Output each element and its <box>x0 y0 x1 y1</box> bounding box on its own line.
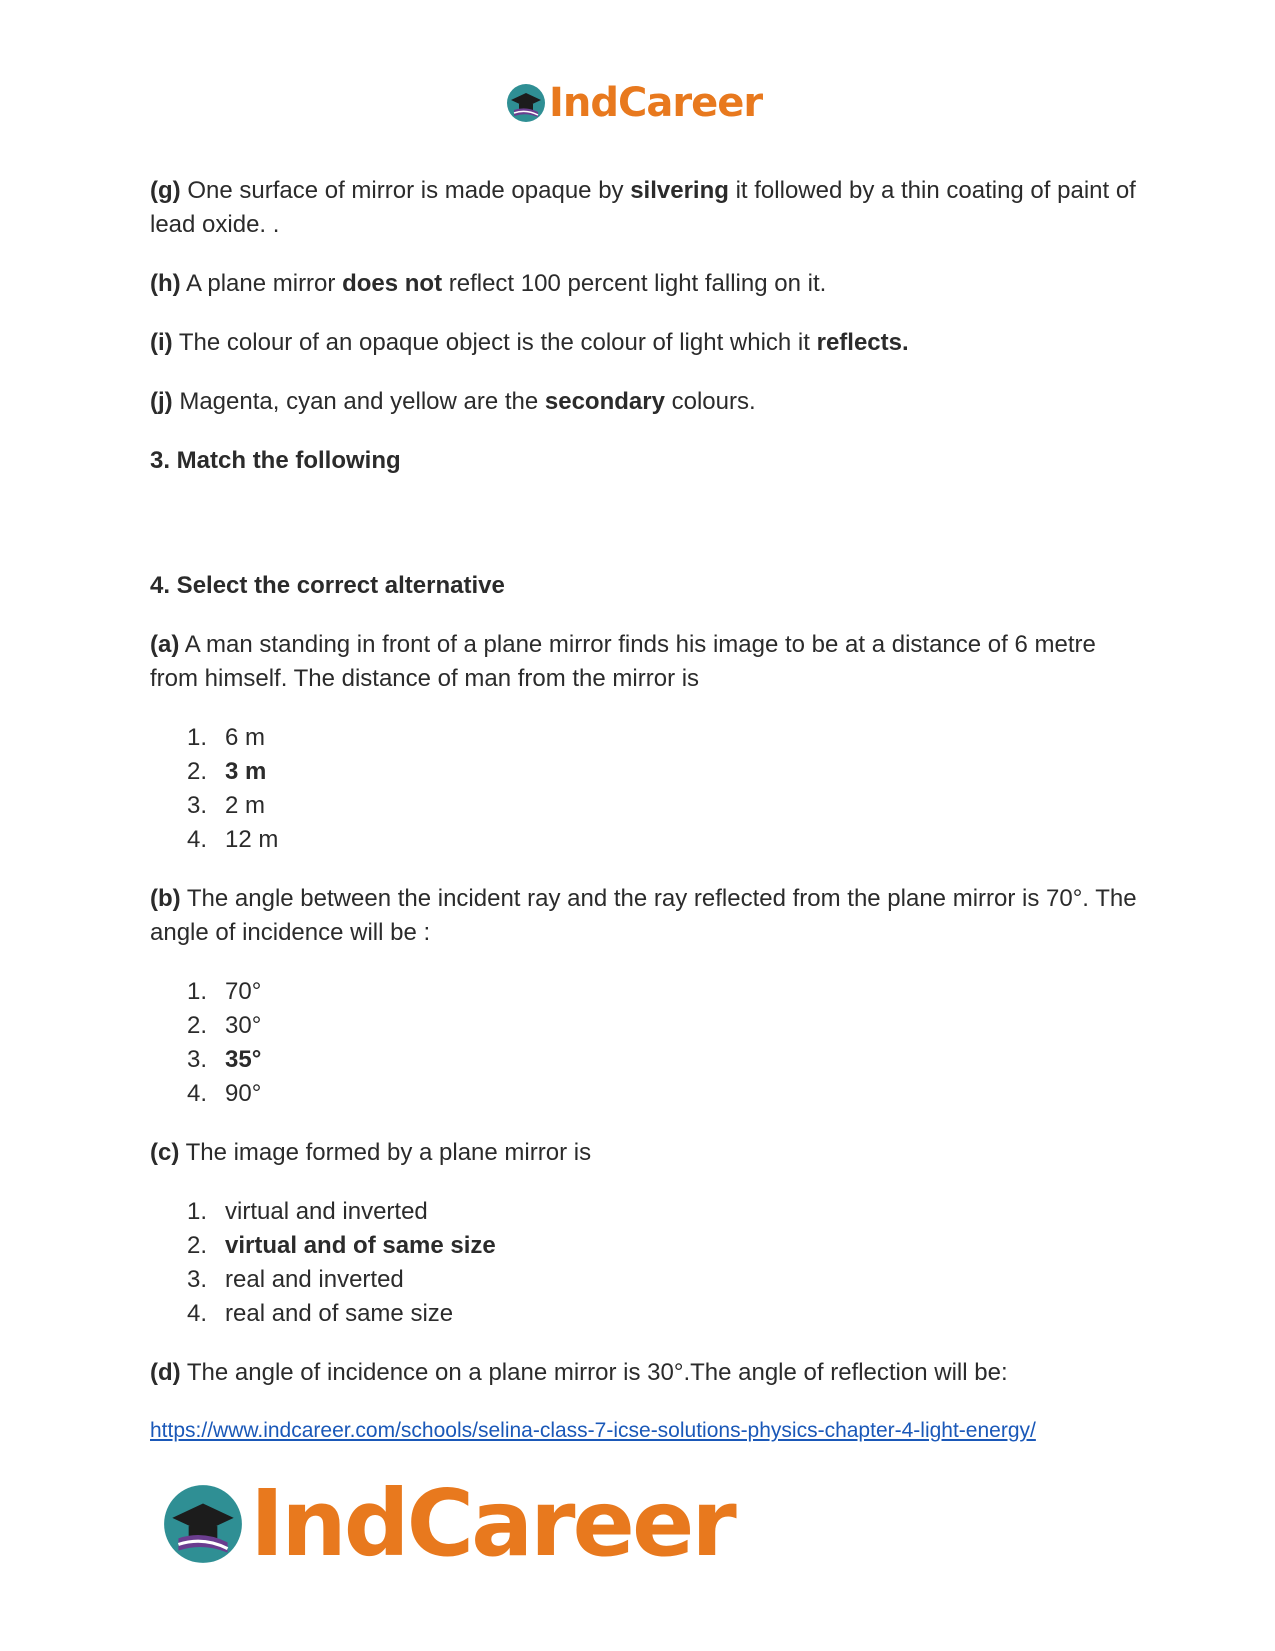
option: 4. real and of same size <box>187 1300 454 1327</box>
option: 1. virtual and inverted <box>187 1198 428 1225</box>
question-c-options <box>150 1195 1140 1331</box>
question-d: (d) The angle of incidence on a plane mirror is 30°.The angle of reflection will be: <box>150 1359 1008 1386</box>
section-3-heading: 3. Match the following <box>150 447 401 474</box>
option-correct: 2. virtual and of same size <box>187 1232 496 1259</box>
header-logo-text: IndCareer <box>549 80 763 126</box>
question-b: (b) The angle between the incident ray and the ray reflected from the plane mirror is 70°. The angle of incidence will be : <box>150 885 1137 946</box>
option: 4. 12 m <box>187 826 279 853</box>
footer-logo <box>160 1470 734 1577</box>
graduation-cap-book-icon <box>505 82 547 124</box>
footer-link-line <box>150 1413 1140 1448</box>
section-4-heading: 4. Select the correct alternative <box>150 572 505 599</box>
statement-i: (i) The colour of an opaque object is the colour of light which it reflects. <box>150 329 909 356</box>
question-c: (c) The image formed by a plane mirror is <box>150 1139 592 1166</box>
statement-h: (h) A plane mirror does not reflect 100 percent light falling on it. <box>150 270 827 297</box>
option: 2. 30° <box>187 1012 262 1039</box>
option: 3. 2 m <box>187 792 266 819</box>
question-b-options <box>150 975 1140 1111</box>
option-correct: 2. 3 m <box>187 758 267 785</box>
source-url-link[interactable]: https://www.indcareer.com/schools/selina-class-7-icse-solutions-physics-chapter-4-light-energy/ <box>150 1419 1036 1442</box>
statement-j: (j) Magenta, cyan and yellow are the secondary colours. <box>150 388 756 415</box>
statement-g: (g) One surface of mirror is made opaque by silvering it followed by a thin coating of paint of lead oxide. . <box>150 177 1136 238</box>
footer-logo-text: IndCareer <box>250 1470 734 1577</box>
question-a: (a) A man standing in front of a plane mirror finds his image to be at a distance of 6 metre from himself. The distance of man from the mirror is <box>150 631 1096 692</box>
header-logo <box>505 80 762 126</box>
option: 3. real and inverted <box>187 1266 404 1293</box>
document-body <box>150 174 1140 1473</box>
option-correct: 3. 35° <box>187 1046 262 1073</box>
option: 1. 70° <box>187 978 262 1005</box>
option: 4. 90° <box>187 1080 262 1107</box>
graduation-cap-book-icon <box>160 1481 246 1567</box>
match-table-placeholder <box>150 503 1140 569</box>
option: 1. 6 m <box>187 724 266 751</box>
question-a-options <box>150 721 1140 857</box>
